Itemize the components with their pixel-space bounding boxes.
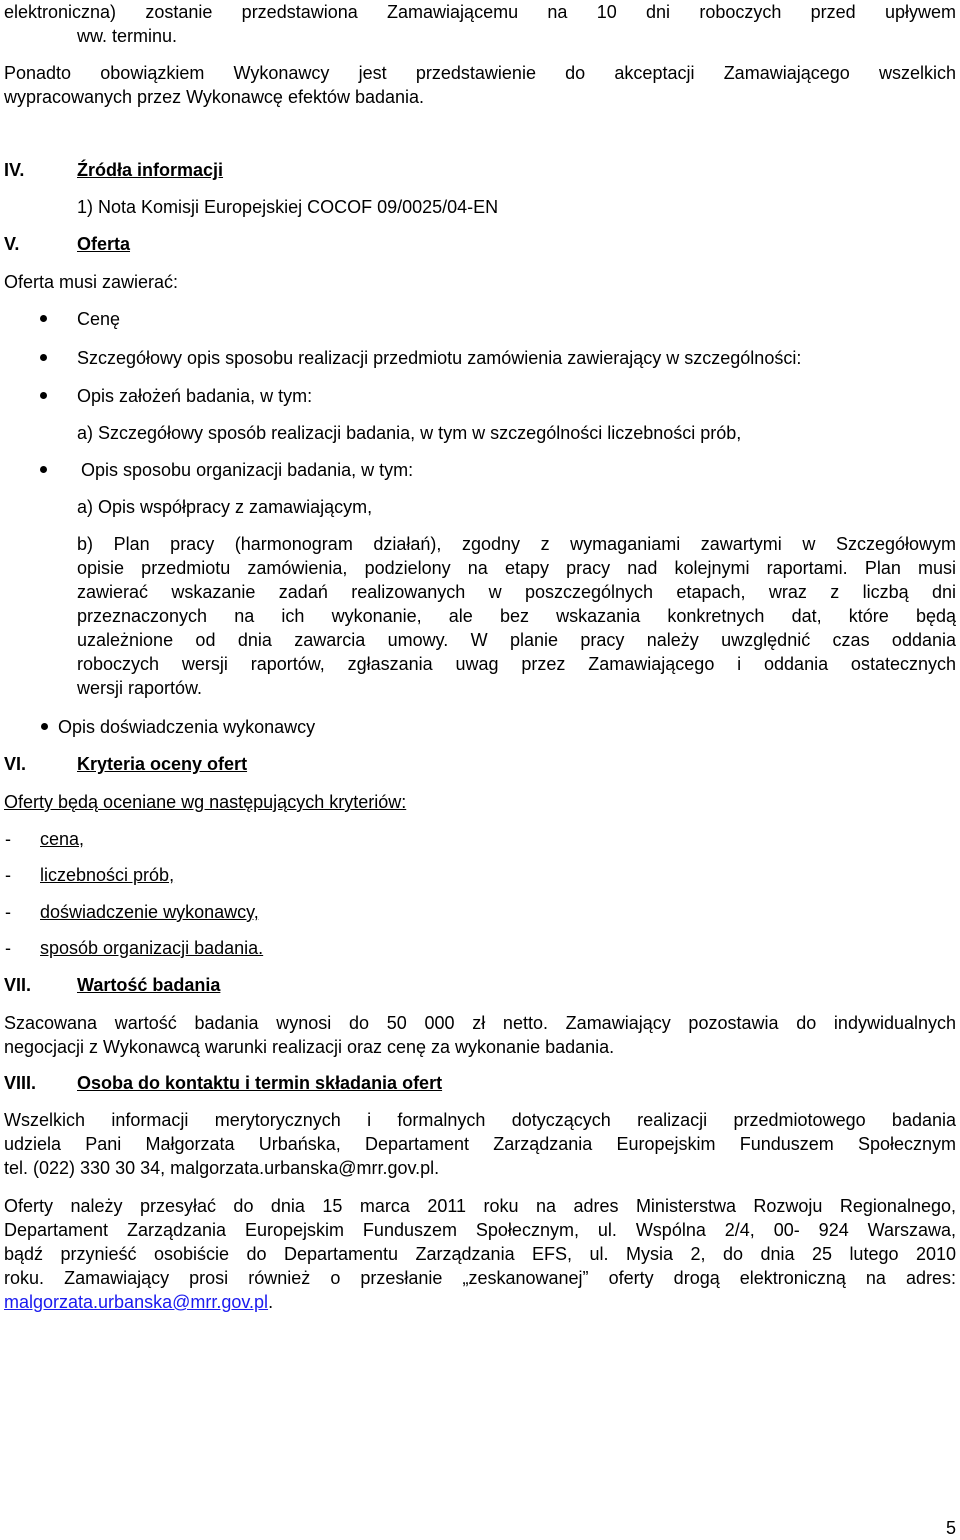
- section-vii-number: VII.: [4, 975, 32, 995]
- section-v-title: Oferta: [77, 234, 131, 254]
- section-viii-number: VIII.: [4, 1073, 37, 1093]
- section-vii-line-2: negocjacji z Wykonawcą warunki realizacji oraz cenę za wykonanie badania.: [4, 1037, 615, 1057]
- offer-item-price: Cenę: [77, 309, 121, 329]
- section-iv-number: IV.: [4, 160, 25, 180]
- offer-item-experience: Opis doświadczenia wykonawcy: [58, 717, 316, 737]
- intro-line-2: ww. terminu.: [77, 26, 178, 46]
- section-viii-title: Osoba do kontaktu i termin składania ofert: [77, 1073, 443, 1093]
- section-vii-title: Wartość badania: [77, 975, 221, 995]
- bullet-icon: [40, 466, 47, 473]
- contact-line: udziela Pani Małgorzata Urbańska, Departament Zarządzania Europejskim Funduszem Społecznym: [4, 1134, 956, 1154]
- intro-para2-line-1: Ponadto obowiązkiem Wykonawcy jest przedstawienie do akceptacji Zamawiającego wszelkich: [4, 63, 956, 83]
- contact-line: tel. (022) 330 30 34, malgorzata.urbanska@mrr.gov.pl.: [4, 1158, 440, 1178]
- contact-line: Wszelkich informacji merytorycznych i formalnych dotyczących realizacji przedmiotowego badania: [4, 1110, 956, 1130]
- offer-item-detailed-description: Szczegółowy opis sposobu realizacji przedmiotu zamówienia zawierający w szczególności:: [77, 348, 802, 368]
- section-v-intro: Oferta musi zawierać:: [4, 272, 179, 292]
- criterion-organization: sposób organizacji badania.: [40, 938, 264, 958]
- email-suffix: .: [268, 1292, 274, 1312]
- dash-marker: -: [5, 865, 11, 885]
- offer-item-organization: Opis sposobu organizacji badania, w tym:: [81, 460, 414, 480]
- dash-marker: -: [5, 938, 11, 958]
- section-vi-intro: Oferty będą oceniane wg następujących kryteriów:: [4, 792, 407, 812]
- plan-line: wersji raportów.: [77, 678, 203, 698]
- plan-line: zawierać wskazanie zadań realizowanych w poszczególnych etapach, wraz z liczbą dni: [77, 582, 956, 602]
- intro-line-1: elektroniczna) zostanie przedstawiona Zamawiającemu na 10 dni roboczych przed upływem: [4, 2, 956, 22]
- submission-line: bądź przynieść osobiście do Departamentu Zarządzania EFS, ul. Mysia 2, do dnia 25 lutego 2010: [4, 1244, 956, 1264]
- submission-line: Departament Zarządzania Europejskim Funduszem Społecznym, ul. Wspólna 2/4, 00- 924 Warszawa,: [4, 1220, 956, 1240]
- offer-item-assumptions: Opis założeń badania, w tym:: [77, 386, 313, 406]
- plan-line: b) Plan pracy (harmonogram działań), zgodny z wymaganiami zawartymi w Szczegółowym: [77, 534, 956, 554]
- dash-marker: -: [5, 829, 11, 849]
- intro-para2-line-2: wypracowanych przez Wykonawcę efektów badania.: [4, 87, 425, 107]
- section-iv-item-1: 1) Nota Komisji Europejskiej COCOF 09/0025/04-EN: [77, 197, 499, 217]
- section-v-number: V.: [4, 234, 20, 254]
- submission-line: Oferty należy przesyłać do dnia 15 marca 2011 roku na adres Ministerstwa Rozwoju Regionalnego,: [4, 1196, 956, 1216]
- offer-item-assumptions-a: a) Szczegółowy sposób realizacji badania, w tym w szczególności liczebności prób,: [77, 423, 742, 443]
- bullet-icon: [40, 315, 47, 322]
- submission-email-line: [4, 1290, 273, 1314]
- page-number: 5: [945, 1518, 956, 1538]
- section-vi-title: Kryteria oceny ofert: [77, 754, 248, 774]
- plan-line: uzależnione od dnia zawarcia umowy. W planie pracy należy uwzględnić czas oddania: [77, 630, 956, 650]
- email-link[interactable]: malgorzata.urbanska@mrr.gov.pl: [4, 1292, 269, 1312]
- bullet-icon: [41, 723, 48, 730]
- offer-item-organization-a: a) Opis współpracy z zamawiającym,: [77, 497, 373, 517]
- plan-line: opisie przedmiotu zamówienia, podzielony na etapy pracy nad kolejnymi raportami. Plan musi: [77, 558, 956, 578]
- plan-line: roboczych wersji raportów, zgłaszania uwag przez Zamawiającego i oddania ostatecznych: [77, 654, 956, 674]
- section-vii-line-1: Szacowana wartość badania wynosi do 50 000 zł netto. Zamawiający pozostawia do indywidualnych: [4, 1013, 956, 1033]
- submission-line: roku. Zamawiający prosi również o przesłanie „zeskanowanej” oferty drogą elektroniczną na adres:: [4, 1268, 956, 1288]
- criterion-experience: doświadczenie wykonawcy,: [40, 902, 259, 922]
- bullet-icon: [40, 392, 47, 399]
- section-iv-title: Źródła informacji: [77, 160, 224, 180]
- criterion-sample-size: liczebności prób,: [40, 865, 175, 885]
- plan-line: przeznaczonych na ich wykonanie, ale bez wskazania konkretnych dat, które będą: [77, 606, 956, 626]
- section-vi-number: VI.: [4, 754, 27, 774]
- bullet-icon: [40, 354, 47, 361]
- dash-marker: -: [5, 902, 11, 922]
- criterion-price: cena,: [40, 829, 85, 849]
